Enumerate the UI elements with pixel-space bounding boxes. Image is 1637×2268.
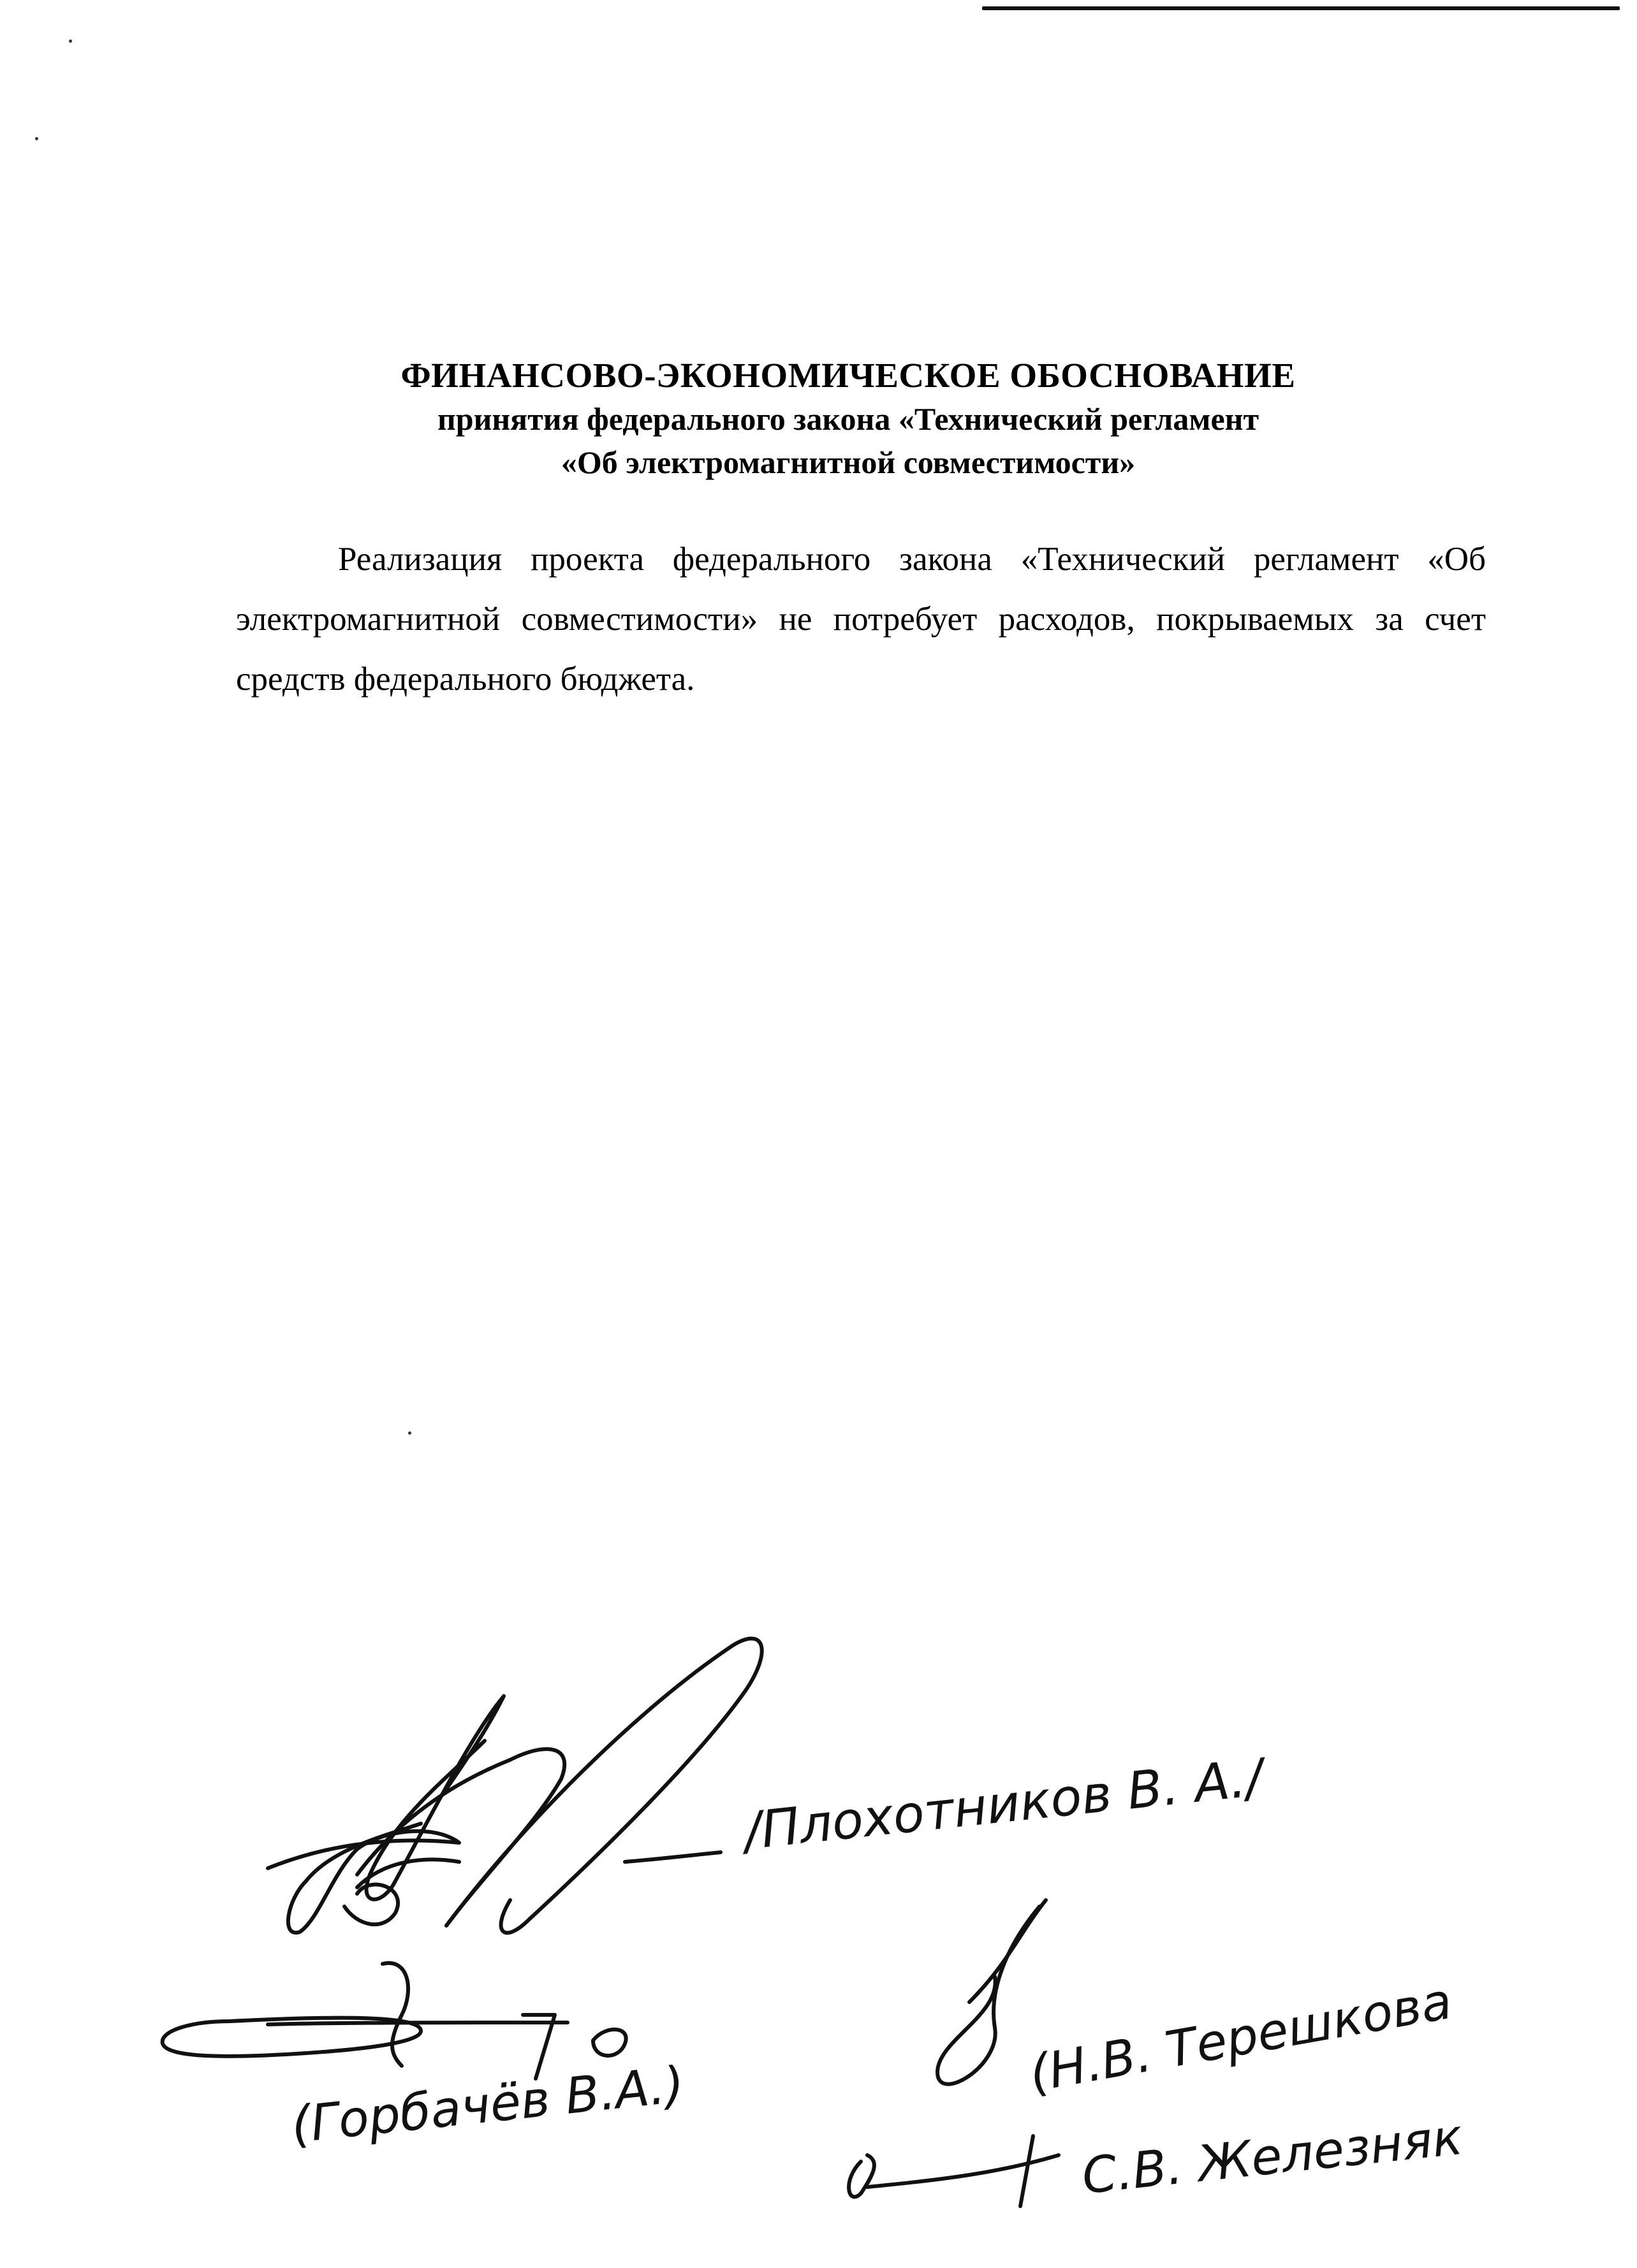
signature-1-name: /Плохотников В. А./	[741, 1747, 1266, 1861]
scan-speck	[35, 137, 38, 140]
signature-3-name: (Н.В. Терешкова	[1025, 1972, 1457, 2103]
document-subtitle-line1: принятия федерального закона «Технический регламент	[437, 401, 1259, 437]
signature-area	[0, 1632, 1637, 2257]
scan-speck	[408, 1431, 411, 1435]
signature-1	[268, 1639, 762, 1933]
document-paragraph: Реализация проекта федерального закона «Технический регламент «Об электромагнитной совместимости» не потребует расходов, покрываемых за счет средств федерального бюджета.	[236, 541, 1486, 698]
document-title: ФИНАНСОВО-ЭКОНОМИЧЕСКОЕ ОБОСНОВАНИЕ	[400, 356, 1296, 395]
scan-speck	[69, 40, 72, 43]
scan-edge-line	[982, 6, 1620, 10]
document-heading	[210, 354, 1486, 484]
signature-2	[163, 1963, 626, 2079]
document-subtitle-line2: «Об электромагнитной совместимости»	[561, 444, 1136, 480]
signature-4-name: С.В. Железняк	[1079, 2108, 1465, 2206]
signature-2-name: (Горбачёв В.А.)	[288, 2056, 687, 2155]
signature-4	[849, 2136, 1059, 2206]
